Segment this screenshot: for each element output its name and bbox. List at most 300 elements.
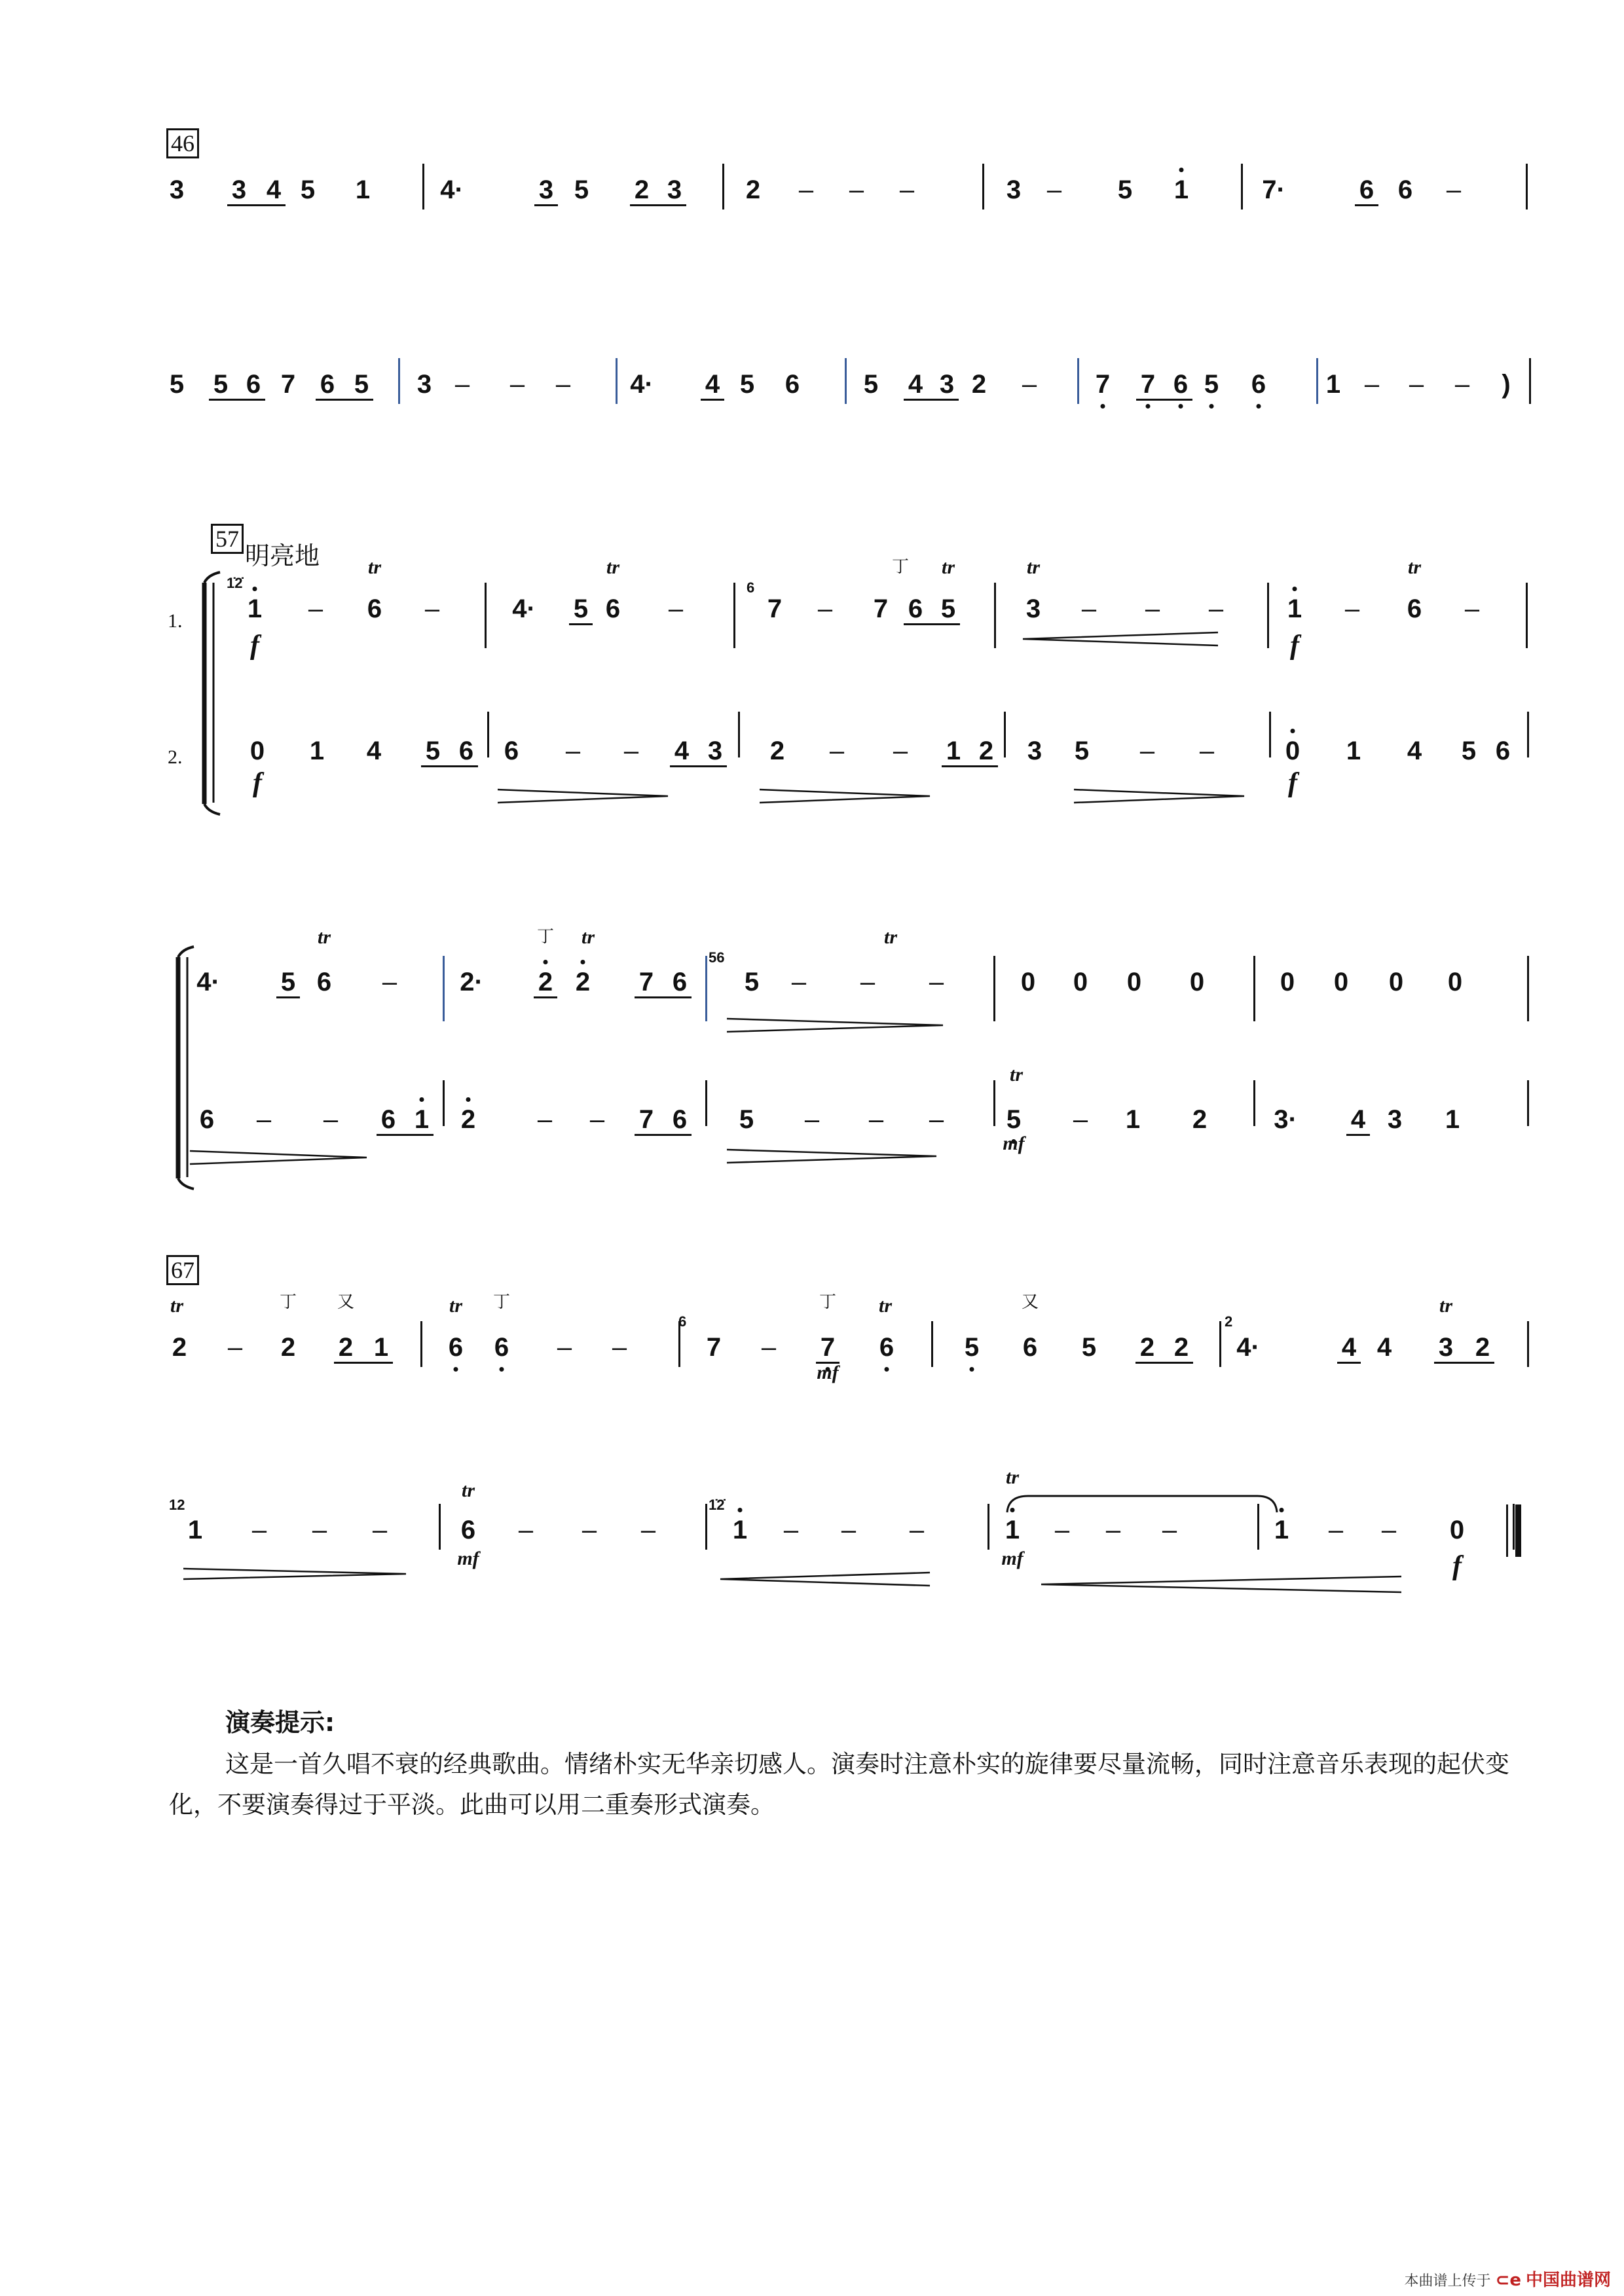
- rehearsal-mark-46: 46: [166, 128, 199, 158]
- note-r1-m3-n0: 5: [863, 370, 879, 399]
- barline-r2-2: [994, 583, 996, 648]
- dynamic-forte-3: f: [1288, 768, 1297, 798]
- note-r3-m2-n4: 2: [978, 737, 994, 765]
- trill-mark-5: tr: [883, 926, 898, 948]
- underline-r2-m1-1: [569, 623, 593, 625]
- note-r2-m1-n1: 5: [573, 594, 589, 623]
- barline-r4-1: [705, 956, 707, 1021]
- note-r5-m0-n3: 6: [380, 1105, 396, 1134]
- note-r4-m4-n3: 0: [1447, 968, 1463, 996]
- dynamic-forte-8: f: [1452, 1551, 1462, 1581]
- note-r3-m1-n0: 6: [504, 737, 519, 765]
- underline-r1-m2-1: [701, 399, 724, 401]
- note-r4-m0-n0: 4·: [196, 968, 220, 996]
- note-r0-m3-n0: 3: [1006, 175, 1022, 204]
- note-r3-m2-n0: 2: [769, 737, 785, 765]
- duet-bracket-1: [204, 572, 220, 814]
- note-r0-m1-n1: 3: [538, 175, 554, 204]
- trill-mark-0: tr: [367, 556, 382, 578]
- note-r5-m2-n3: –: [929, 1105, 944, 1134]
- note-r6-m4-n0: 4·: [1236, 1333, 1260, 1362]
- note-r1-m5-n4: ): [1502, 370, 1511, 399]
- note-r5-m3-n2: 1: [1125, 1105, 1141, 1134]
- note-r4-m3-n2: 0: [1126, 968, 1142, 996]
- trill-mark-11: tr: [878, 1295, 893, 1317]
- note-r6-m1-n0: 6: [448, 1333, 464, 1362]
- barline-r2-3: [1267, 583, 1269, 648]
- trill-mark-13: tr: [461, 1480, 475, 1501]
- note-r5-m0-n1: –: [256, 1105, 272, 1134]
- note-r0-m2-n1: –: [798, 175, 814, 204]
- barline-r1-5: [1529, 358, 1531, 404]
- duet-bracket-2: [178, 947, 194, 1189]
- note-r6-m2-n0: 7: [706, 1333, 722, 1362]
- part-label-1: 1.: [168, 610, 183, 632]
- ornament-ornament_ding-0: 丁: [891, 557, 910, 577]
- note-r5-m4-n0: 3·: [1274, 1105, 1297, 1134]
- note-r1-m0-n3: 7: [280, 370, 296, 399]
- barline-r0-4: [1526, 164, 1528, 210]
- note-r6-m0-n4: 1: [373, 1333, 389, 1362]
- note-r1-m2-n3: 6: [784, 370, 800, 399]
- note-r4-m4-n1: 0: [1333, 968, 1349, 996]
- octave-dot-r1-m4-n4: [1257, 404, 1261, 409]
- note-r1-m1-n2: –: [509, 370, 525, 399]
- barline-r6-4: [1527, 1321, 1529, 1367]
- note-r6-m2-n1: –: [761, 1333, 777, 1362]
- note-r5-m3-n3: 2: [1192, 1105, 1208, 1134]
- note-r0-m0-n1: 3: [231, 175, 247, 204]
- note-r6-m3-n4: 2: [1173, 1333, 1189, 1362]
- octave-dot-r7-m2-n0: [738, 1508, 743, 1512]
- ornament-ornament_ding-4: 丁: [492, 1292, 511, 1312]
- note-r1-m3-n2: 3: [939, 370, 955, 399]
- dynamic-forte-1: f: [1290, 630, 1299, 661]
- octave-dot-r2-m4-n0: [1293, 587, 1297, 591]
- note-r5-m3-n1: –: [1073, 1105, 1088, 1134]
- dynamic-mezzo_forte-4: mf: [1003, 1133, 1025, 1154]
- note-r1-m3-n3: 2: [971, 370, 987, 399]
- note-r3-m1-n2: –: [623, 737, 639, 765]
- barline-r4-3: [1253, 956, 1255, 1021]
- grace-note-5: 12: [169, 1497, 185, 1513]
- note-r0-m1-n4: 3: [667, 175, 682, 204]
- note-r7-m1-n3: –: [640, 1516, 656, 1544]
- note-r1-m4-n1: 7: [1140, 370, 1156, 399]
- ornament-ornament_ding-1: 丁: [536, 927, 555, 947]
- barline-r3-3: [1269, 712, 1271, 757]
- note-r5-m4-n3: 1: [1445, 1105, 1460, 1134]
- note-r7-m1-n1: –: [518, 1516, 534, 1544]
- note-r1-m5-n2: –: [1409, 370, 1424, 399]
- note-r6-m3-n2: 5: [1081, 1333, 1097, 1362]
- final-barline-thin: [1506, 1504, 1508, 1557]
- trill-mark-7: tr: [581, 926, 595, 948]
- ornament-ornament_you-3: 又: [337, 1292, 355, 1312]
- note-r1-m0-n0: 5: [169, 370, 185, 399]
- note-r7-m2-n3: –: [909, 1516, 925, 1544]
- note-r7-m3-n3: –: [1162, 1516, 1177, 1544]
- note-r7-m0-n1: –: [251, 1516, 267, 1544]
- note-r7-m2-n1: –: [783, 1516, 799, 1544]
- octave-dot-r6-m3-n0: [970, 1367, 974, 1372]
- barline-r6-2: [931, 1321, 933, 1367]
- barline-r0-2: [982, 164, 984, 210]
- note-r4-m0-n2: 6: [316, 968, 332, 996]
- note-r4-m3-n1: 0: [1073, 968, 1088, 996]
- note-r1-m4-n4: 6: [1251, 370, 1266, 399]
- note-r6-m4-n1: 4: [1341, 1333, 1357, 1362]
- underline-r1-m0-4: [316, 399, 373, 401]
- final-barline-thick: [1515, 1504, 1521, 1557]
- note-r3-m2-n3: 1: [946, 737, 961, 765]
- octave-dot-r4-m1-n1: [544, 960, 548, 964]
- note-r6-m3-n1: 6: [1022, 1333, 1038, 1362]
- note-r4-m2-n0: 5: [744, 968, 760, 996]
- underline-r3-m1-3: [670, 765, 727, 767]
- note-r6-m2-n2: 7: [820, 1333, 836, 1362]
- note-r1-m2-n1: 4: [705, 370, 720, 399]
- note-r7-m3-n2: –: [1105, 1516, 1121, 1544]
- note-r7-m0-n2: –: [312, 1516, 327, 1544]
- octave-dot-r2-m0-n0: [253, 587, 257, 591]
- grace-note-2: 56: [709, 949, 725, 966]
- underline-r1-m4-1: [1136, 399, 1192, 401]
- note-r2-m0-n1: –: [308, 594, 323, 623]
- note-r6-m3-n0: 5: [964, 1333, 980, 1362]
- note-r3-m3-n0: 3: [1027, 737, 1043, 765]
- trill-mark-8: tr: [1009, 1064, 1024, 1085]
- site-logo: ⊂e: [1495, 2270, 1521, 2290]
- footer-site-name: 中国曲谱网: [1525, 2270, 1611, 2290]
- trill-mark-6: tr: [317, 926, 331, 948]
- note-r5-m0-n2: –: [323, 1105, 339, 1134]
- note-r2-m2-n3: 6: [908, 594, 923, 623]
- dynamic-mezzo_forte-6: mf: [457, 1548, 479, 1569]
- octave-dot-r3-m4-n0: [1291, 729, 1295, 733]
- note-r6-m0-n1: –: [227, 1333, 243, 1362]
- note-r0-m4-n2: 6: [1397, 175, 1413, 204]
- note-r2-m1-n0: 4·: [512, 594, 536, 623]
- note-r2-m2-n1: –: [817, 594, 833, 623]
- note-r2-m3-n0: 3: [1025, 594, 1041, 623]
- octave-dot-r1-m4-n1: [1146, 404, 1151, 409]
- underline-r0-m4-1: [1355, 204, 1378, 206]
- note-r4-m1-n2: 2: [575, 968, 591, 996]
- barline-r2-0: [485, 583, 487, 648]
- barline-r7-0: [439, 1504, 441, 1550]
- underline-r5-m0-3: [377, 1134, 434, 1136]
- grace-note-1: 6: [747, 579, 755, 596]
- note-r0-m3-n1: –: [1046, 175, 1062, 204]
- playing-notes-body: 这是一首久唱不衰的经典歌曲。情绪朴实无华亲切感人。演奏时注意朴实的旋律要尽量流畅，同时注意音乐表现的起伏变化，不要演奏得过于平淡。此曲可以用二重奏形式演奏。: [169, 1750, 1509, 1819]
- rehearsal-mark-67: 67: [166, 1255, 199, 1285]
- note-r6-m4-n3: 3: [1438, 1333, 1454, 1362]
- note-r2-m3-n1: –: [1081, 594, 1097, 623]
- playing-notes-title: 演奏提示:: [225, 1708, 335, 1737]
- note-r5-m4-n2: 3: [1387, 1105, 1403, 1134]
- octave-dot-r7-m3-n0: [1010, 1508, 1015, 1512]
- note-r3-m4-n4: 6: [1495, 737, 1511, 765]
- note-r0-m3-n3: 1: [1173, 175, 1189, 204]
- barline-r3-0: [487, 712, 489, 757]
- barline-r7-4: [1513, 1504, 1515, 1550]
- note-r2-m1-n2: 6: [605, 594, 621, 623]
- dynamic-mezzo_forte-5: mf: [817, 1362, 839, 1383]
- barline-r3-4: [1527, 712, 1529, 757]
- underline-r3-m2-3: [942, 765, 998, 767]
- note-r5-m0-n4: 1: [414, 1105, 430, 1134]
- note-r0-m2-n3: –: [899, 175, 915, 204]
- note-r5-m1-n0: 2: [460, 1105, 476, 1134]
- note-r7-m4-n0: 1: [1274, 1516, 1289, 1544]
- note-r4-m0-n1: 5: [280, 968, 296, 996]
- note-r4-m2-n3: –: [929, 968, 944, 996]
- note-r2-m3-n2: –: [1145, 594, 1160, 623]
- tie-arc: [1007, 1496, 1277, 1512]
- note-r0-m0-n4: 1: [355, 175, 371, 204]
- note-r7-m4-n3: 0: [1449, 1516, 1465, 1544]
- ornament-ornament_you-6: 又: [1021, 1292, 1039, 1312]
- note-r0-m2-n0: 2: [745, 175, 761, 204]
- underline-r4-m1-3: [635, 996, 692, 998]
- note-r3-m2-n2: –: [893, 737, 908, 765]
- underline-r6-m4-1: [1337, 1362, 1361, 1364]
- part-label-2: 2.: [168, 746, 183, 768]
- note-r2-m0-n0: 1: [247, 594, 263, 623]
- note-r6-m4-n2: 4: [1376, 1333, 1392, 1362]
- note-r6-m1-n3: –: [612, 1333, 627, 1362]
- grace-note-4: 2: [1225, 1313, 1233, 1330]
- note-r0-m4-n3: –: [1446, 175, 1462, 204]
- barline-r1-2: [845, 358, 847, 404]
- note-r4-m1-n1: 2: [538, 968, 553, 996]
- note-r4-m3-n3: 0: [1189, 968, 1205, 996]
- dynamic-mezzo_forte-7: mf: [1001, 1548, 1024, 1569]
- trill-mark-12: tr: [1439, 1295, 1453, 1317]
- site-footer: [1405, 2267, 1611, 2291]
- barline-r1-4: [1316, 358, 1318, 404]
- note-r1-m4-n3: 5: [1204, 370, 1219, 399]
- note-r2-m4-n1: –: [1344, 594, 1360, 623]
- underline-r1-m3-1: [904, 399, 959, 401]
- barline-r1-3: [1077, 358, 1079, 404]
- note-r0-m2-n2: –: [849, 175, 864, 204]
- barline-r7-2: [987, 1504, 989, 1550]
- dynamic-forte-0: f: [250, 630, 259, 661]
- note-r1-m5-n3: –: [1454, 370, 1470, 399]
- note-r1-m2-n0: 4·: [630, 370, 654, 399]
- barline-r7-1: [705, 1504, 707, 1550]
- note-r6-m0-n2: 2: [280, 1333, 296, 1362]
- note-r0-m1-n3: 2: [634, 175, 650, 204]
- note-r4-m2-n1: –: [791, 968, 807, 996]
- note-r0-m4-n1: 6: [1359, 175, 1375, 204]
- ornament-ornament_ding-2: 丁: [279, 1292, 297, 1312]
- note-r4-m1-n0: 2·: [460, 968, 483, 996]
- note-r3-m0-n2: 4: [366, 737, 382, 765]
- barline-r5-3: [1253, 1080, 1255, 1126]
- barline-r0-0: [422, 164, 424, 210]
- note-r7-m1-n2: –: [581, 1516, 597, 1544]
- note-r3-m0-n3: 5: [425, 737, 441, 765]
- note-r4-m1-n4: 6: [672, 968, 688, 996]
- note-r4-m2-n2: –: [860, 968, 876, 996]
- octave-dot-r5-m1-n0: [466, 1097, 471, 1102]
- underline-r6-m4-3: [1434, 1362, 1494, 1364]
- note-r6-m0-n3: 2: [338, 1333, 354, 1362]
- note-r7-m0-n3: –: [372, 1516, 388, 1544]
- note-r3-m4-n3: 5: [1461, 737, 1477, 765]
- rehearsal-mark-57: 57: [211, 524, 244, 554]
- note-r0-m3-n2: 5: [1117, 175, 1133, 204]
- barline-r0-3: [1241, 164, 1243, 210]
- note-r7-m3-n1: –: [1054, 1516, 1070, 1544]
- octave-dot-r1-m4-n2: [1179, 404, 1183, 409]
- note-r6-m0-n0: 2: [172, 1333, 187, 1362]
- note-r7-m0-n0: 1: [187, 1516, 203, 1544]
- ornament-ornament_ding-5: 丁: [819, 1292, 837, 1312]
- note-r0-m4-n0: 7·: [1262, 175, 1285, 204]
- barline-r6-3: [1219, 1321, 1221, 1367]
- grace-note-3: 6: [678, 1313, 687, 1330]
- octave-dot-r4-m1-n2: [581, 960, 585, 964]
- note-r4-m0-n3: –: [382, 968, 397, 996]
- trill-mark-10: tr: [449, 1295, 463, 1317]
- note-r1-m2-n2: 5: [739, 370, 755, 399]
- note-r5-m2-n1: –: [804, 1105, 820, 1134]
- note-r5-m3-n0: 5: [1006, 1105, 1022, 1134]
- note-r1-m1-n0: 3: [416, 370, 432, 399]
- underline-r4-m1-1: [534, 996, 557, 998]
- note-r3-m4-n0: 0: [1285, 737, 1301, 765]
- note-r0-m0-n2: 4: [266, 175, 282, 204]
- barline-r6-0: [420, 1321, 422, 1367]
- note-r5-m1-n3: 7: [638, 1105, 654, 1134]
- barline-r1-0: [398, 358, 400, 404]
- underline-r6-m3-3: [1135, 1362, 1193, 1364]
- note-r2-m2-n2: 7: [873, 594, 889, 623]
- note-r3-m2-n1: –: [829, 737, 845, 765]
- note-r1-m5-n0: 1: [1325, 370, 1341, 399]
- note-r7-m3-n0: 1: [1005, 1516, 1020, 1544]
- note-r4-m1-n3: 7: [638, 968, 654, 996]
- hairpins: [183, 632, 1404, 1592]
- underline-r5-m4-1: [1346, 1134, 1370, 1136]
- note-r1-m5-n1: –: [1364, 370, 1380, 399]
- barline-r1-1: [616, 358, 618, 404]
- underline-r4-m0-1: [276, 996, 300, 998]
- barline-r0-1: [722, 164, 724, 210]
- note-r7-m2-n0: 1: [732, 1516, 748, 1544]
- note-r3-m4-n1: 1: [1346, 737, 1361, 765]
- underline-r6-m0-3: [334, 1362, 393, 1364]
- trill-mark-14: tr: [1005, 1467, 1020, 1488]
- grace-note-6: 1̇2̇: [709, 1497, 725, 1513]
- note-r2-m4-n0: 1: [1287, 594, 1302, 623]
- note-r1-m0-n4: 6: [320, 370, 335, 399]
- note-r3-m1-n3: 4: [674, 737, 690, 765]
- tempo-marking: 明亮地: [245, 541, 320, 570]
- note-r2-m2-n4: 5: [940, 594, 956, 623]
- note-r5-m4-n1: 4: [1350, 1105, 1366, 1134]
- note-r3-m3-n2: –: [1139, 737, 1155, 765]
- note-r3-m4-n2: 4: [1407, 737, 1422, 765]
- note-r1-m4-n2: 6: [1173, 370, 1189, 399]
- note-r4-m4-n2: 0: [1388, 968, 1404, 996]
- note-r2-m1-n3: –: [668, 594, 684, 623]
- note-r0-m1-n0: 4·: [440, 175, 464, 204]
- note-r1-m0-n2: 6: [246, 370, 261, 399]
- note-r5-m2-n2: –: [868, 1105, 884, 1134]
- barline-r3-2: [1004, 712, 1006, 757]
- barline-r7-3: [1257, 1504, 1259, 1550]
- note-r7-m2-n2: –: [841, 1516, 857, 1544]
- note-r6-m2-n3: 6: [879, 1333, 895, 1362]
- dynamic-forte-2: f: [253, 768, 262, 798]
- underline-r2-m2-3: [904, 623, 960, 625]
- note-r1-m1-n3: –: [555, 370, 571, 399]
- trill-mark-2: tr: [941, 556, 955, 578]
- underline-r0-m0-1: [227, 204, 286, 206]
- octave-dot-r6-m1-n1: [500, 1367, 504, 1372]
- note-r2-m4-n2: 6: [1407, 594, 1422, 623]
- note-r3-m0-n0: 0: [249, 737, 265, 765]
- barline-r4-0: [443, 956, 445, 1021]
- note-r4-m3-n0: 0: [1020, 968, 1036, 996]
- note-r1-m0-n1: 5: [213, 370, 229, 399]
- footer-prefix: 本曲谱上传于: [1404, 2273, 1491, 2289]
- barline-r5-1: [705, 1080, 707, 1126]
- grace-note-0: 1̇2̇: [227, 575, 243, 591]
- note-r0-m0-n0: 3: [169, 175, 185, 204]
- octave-dot-r1-m4-n3: [1209, 404, 1214, 409]
- octave-dot-r7-m4-n0: [1280, 1508, 1284, 1512]
- note-r5-m2-n0: 5: [739, 1105, 754, 1134]
- note-r7-m4-n1: –: [1328, 1516, 1344, 1544]
- underline-r0-m1-3: [630, 204, 686, 206]
- underline-r1-m0-1: [209, 399, 265, 401]
- octave-dot-r1-m4-n0: [1101, 404, 1105, 409]
- note-r1-m0-n5: 5: [354, 370, 369, 399]
- barline-r2-4: [1526, 583, 1528, 648]
- underline-r5-m1-3: [635, 1134, 692, 1136]
- trill-mark-1: tr: [606, 556, 620, 578]
- note-r2-m4-n3: –: [1464, 594, 1480, 623]
- underline-r3-m0-3: [421, 765, 478, 767]
- note-r2-m0-n2: 6: [367, 594, 382, 623]
- octave-dot-r5-m0-n4: [420, 1097, 424, 1102]
- note-r7-m1-n0: 6: [460, 1516, 476, 1544]
- note-r3-m3-n1: 5: [1074, 737, 1090, 765]
- octave-dot-r0-m3-n3: [1179, 168, 1184, 172]
- trill-mark-3: tr: [1026, 556, 1041, 578]
- note-r2-m0-n3: –: [424, 594, 440, 623]
- note-r3-m1-n4: 3: [707, 737, 723, 765]
- octave-dot-r6-m1-n0: [454, 1367, 458, 1372]
- trill-mark-9: tr: [170, 1295, 184, 1317]
- barline-r5-0: [443, 1080, 445, 1126]
- trill-mark-4: tr: [1407, 556, 1422, 578]
- barline-r5-4: [1527, 1080, 1529, 1126]
- note-r6-m4-n4: 2: [1475, 1333, 1490, 1362]
- note-r3-m0-n4: 6: [458, 737, 474, 765]
- barline-r4-2: [993, 956, 995, 1021]
- note-r1-m3-n1: 4: [908, 370, 923, 399]
- note-r3-m1-n1: –: [565, 737, 581, 765]
- octave-dot-r6-m2-n3: [885, 1367, 889, 1372]
- note-r6-m1-n1: 6: [494, 1333, 509, 1362]
